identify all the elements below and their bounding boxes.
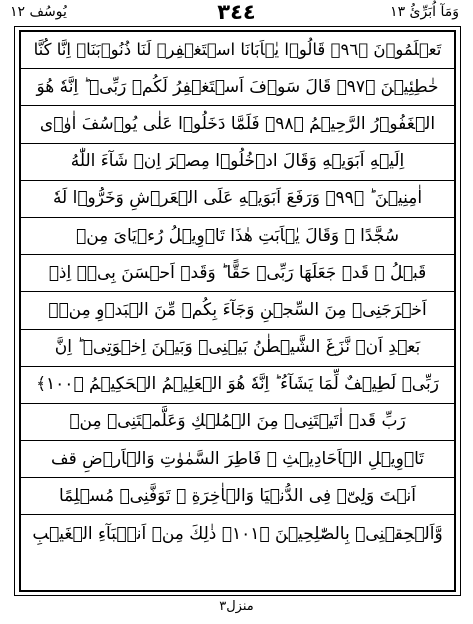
text-line [21, 292, 454, 329]
text-line [21, 255, 454, 292]
text-line [21, 404, 454, 441]
text-line [21, 367, 454, 404]
text-line [21, 181, 454, 218]
page-number: ٣٤٤ [217, 0, 256, 24]
verse-text: رَبِّ قَدۡ اٰتَيۡتَنِىۡ مِنَ الۡمُلۡكِ وَعَلَّمۡتَنِىۡ مِنۡ [69, 411, 406, 432]
verse-text: بَعۡدِ اَنۡ نَّزَغَ الشَّيۡطٰنُ بَيۡنِىۡ وَبَيۡنَ اِخۡوَتِىۡ ؕ اِنَّ [54, 337, 421, 358]
verse-text: اِلَيۡهِ اَبَوَيۡهِ وَقَالَ ادۡخُلُوۡا مِصۡرَ اِنۡ شَآءَ اللّٰهُ [70, 151, 405, 172]
text-line [21, 106, 454, 143]
verse-text: سُجَّدًا ۚ وَقَالَ يٰۤاَبَتِ هٰذَا تَاۡوِيۡلُ رُءۡيَاىَ مِنۡ [76, 225, 399, 246]
verse-text: وَّاَلۡحِقۡنِىۡ بِالصّٰلِحِيۡنَ ﴿١٠١﴾ ذٰلِكَ مِنۡ اَنۡۢبَآءِ الۡغَيۡبِ [32, 523, 443, 544]
verse-text: رَبِّىۡ لَطِيۡفٌ لِّمَا يَشَآءُ ؕ اِنَّهٗ هُوَ الۡعَلِيۡمُ الۡحَكِيۡمُ ﴿١٠٠﴾ [36, 374, 439, 395]
verse-text: قَبۡلُ ۡ قَدۡ جَعَلَهَا رَبِّىۡ حَقًّا ؕ وَقَدۡ اَحۡسَنَ بِىۡۤ اِذۡ [48, 262, 427, 283]
text-line [21, 478, 454, 515]
text-block [21, 32, 454, 590]
surah-name-label: يُوسُف ١٢ [10, 4, 67, 20]
text-line [21, 515, 454, 552]
juz-name-label: وَمَآ اُبَرِّئُ ١٣ [390, 4, 459, 20]
text-line [21, 32, 454, 69]
text-line [21, 218, 454, 255]
text-line [21, 69, 454, 106]
verse-text: اَنۡتَ وَلِىّٖ فِى الدُّنۡيَا وَالۡاٰخِرَةِ ۚ تَوَفَّنِىۡ مُسۡلِمًا [58, 485, 417, 506]
text-line [21, 144, 454, 181]
verse-text: تَعۡلَمُوۡنَ ﴿٩٦﴾ قَالُوۡا يٰۤاَبَانَا اسۡتَغۡفِرۡ لَنَا ذُنُوۡبَنَاۤ اِنَّا كُنَّا [33, 39, 442, 59]
verse-text: اٰمِنِيۡنَ ؕ ﴿٩٩﴾ وَرَفَعَ اَبَوَيۡهِ عَلَى الۡعَرۡشِ وَخَرُّوۡا لَهٗ [52, 188, 423, 209]
verse-text: تَاۡوِيۡلِ الۡاَحَادِيۡثِ ۚ فَاطِرَ السَّمٰوٰتِ وَالۡاَرۡضِ قف [50, 448, 424, 469]
verse-text: الۡغَفُوۡرُ الرَّحِيۡمُ ﴿٩٨﴾ فَلَمَّا دَخَلُوۡا عَلٰى يُوۡسُفَ اٰوٰۤى [39, 113, 436, 134]
verse-text: خٰطِئِيۡنَ ﴿٩٧﴾ قَالَ سَوۡفَ اَسۡتَغۡفِرُ لَكُمۡ رَبِّىۡ ؕ اِنَّهٗ هُوَ [36, 76, 439, 97]
text-line [21, 330, 454, 367]
verse-text: اَخۡرَجَنِىۡ مِنَ السِّجۡنِ وَجَآءَ بِكُمۡ مِّنَ الۡبَدۡوِ مِنۡۢ [48, 299, 427, 320]
text-line [21, 441, 454, 478]
manzil-footer: منزل٣ [219, 599, 254, 614]
